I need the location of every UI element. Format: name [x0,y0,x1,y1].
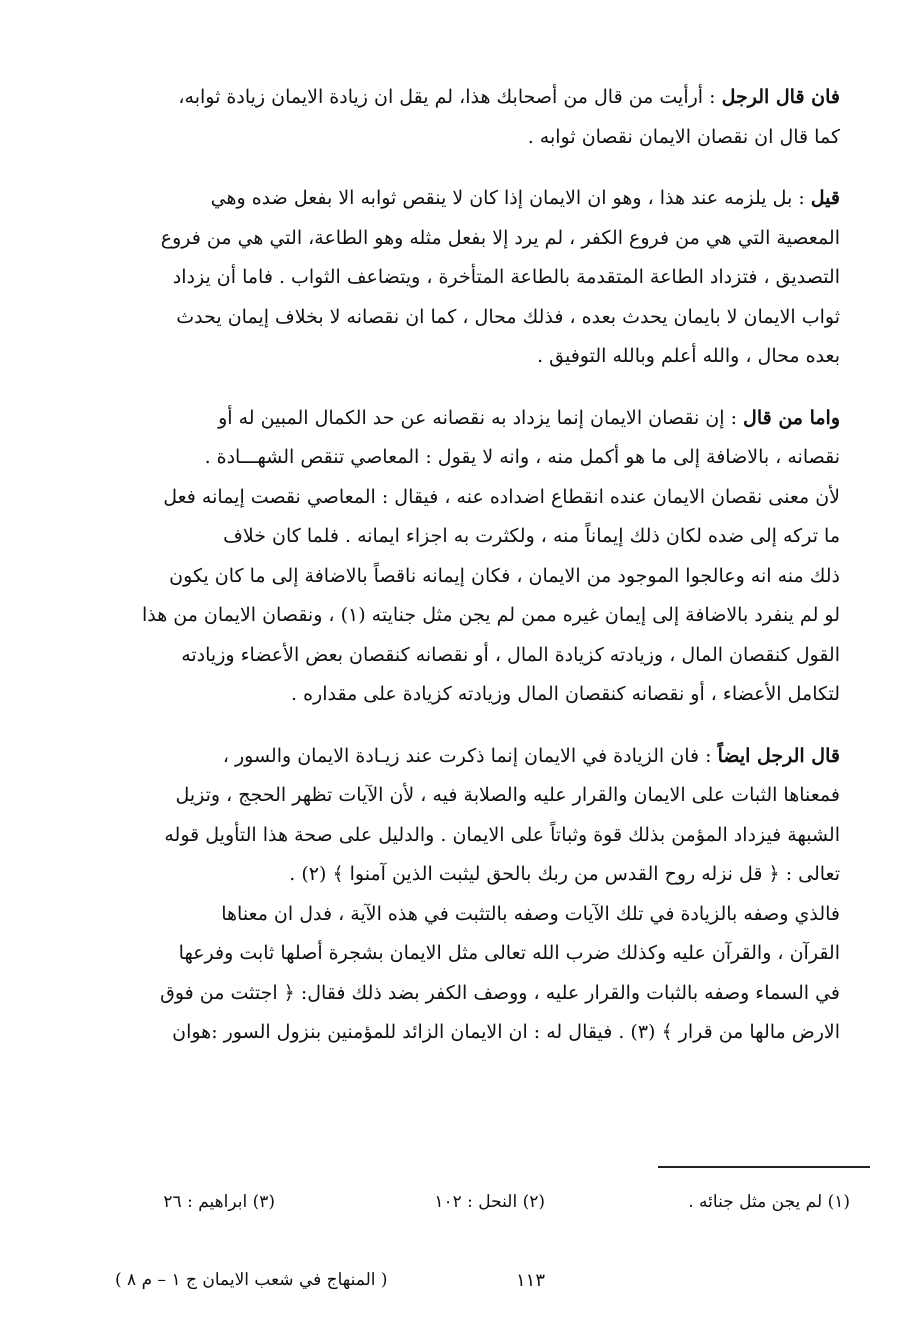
paragraph-lead: فان قال الرجل [721,86,840,108]
text-line [95,78,840,118]
footnote-3: (٣) ابراهيم : ٢٦ [163,1192,275,1212]
paragraph-gap [95,157,840,179]
page-number: ١١٣ [515,1270,545,1291]
line-text: : إن نقصان الايمان إنما يزداد به نقصانه عن حد الكمال المبين له أو [218,406,737,429]
text-line: فالذي وصفه بالزيادة في تلك الآيات وصفه بالتثبت في هذه الآية ، فدل ان معناها [221,902,840,925]
paragraph-4 [95,737,840,895]
paragraph-gap [95,715,840,737]
text-line: المعصية التي هي من فروع الكفر ، لم يرد إلا بفعل مثله وهو الطاعة، التي هي من فروع [160,226,840,249]
paragraph-lead: قال الرجل ايضاً [717,744,840,767]
text-line: نقصانه ، بالاضافة إلى ما هو أكمل منه ، وانه لا يقول : المعاصي تنقص الشهـــادة . [204,446,840,468]
text-line: التصديق ، فتزداد الطاعة المتقدمة بالطاعة المتأخرة ، ويتضاعف الثواب . فاما أن يزداد [172,266,840,288]
footnotes [100,1192,850,1222]
text-line: فمعناها الثبات على الايمان والقرار عليه والصلابة فيه ، لأن الآيات تظهر الحجج ، وتزيل [175,784,840,806]
main-text [95,78,840,1053]
text-line [95,399,840,439]
paragraph-2 [95,179,840,377]
text-line: القرآن ، والقرآن عليه وكذلك ضرب الله تعالى مثل الايمان بشجرة أصلها ثابت وفرعها [178,942,840,964]
text-line [95,737,840,777]
footnote-2: (٢) النحل : ١٠٢ [434,1192,545,1212]
footnote-1: (١) لم يجن مثل جنائه . [688,1192,850,1212]
footnote-rule [658,1166,870,1168]
paragraph-lead: قيل [810,187,840,209]
paragraph-gap [95,377,840,399]
text-line: ذلك منه انه وعالجوا الموجود من الايمان ، فكان إيمانه ناقصاً بالاضافة إلى ما كان يكون [169,564,840,587]
paragraph-3 [95,399,840,715]
paragraph-5 [95,895,840,1053]
text-line: ما تركه إلى ضده لكان ذلك إيماناً منه ، ولكثرت به اجزاء ايمانه . فلما كان خلاف [223,525,840,547]
text-line: الارض مالها من قرار ﴾ (٣) . فيقال له : ان الايمان الزائد للمؤمنين بنزول السور :هوان [172,1021,840,1043]
text-line: لو لم ينفرد بالاضافة إلى إيمان غيره ممن لم يجن مثل جنايته (١) ، ونقصان الايمان من هذا [141,604,840,626]
paragraph-1 [95,78,840,157]
running-footer: ( المنهاج في شعب الايمان ج ١ – م ٨ ) [115,1270,388,1290]
text-line [95,179,840,219]
line-text: : بل يلزمه عند هذا ، وهو ان الايمان إذا كان لا ينقص ثوابه الا بفعل ضده وهي [210,187,805,209]
text-line: كما قال ان نقصان الايمان نقصان ثوابه . [527,125,840,148]
text-line: ثواب الايمان لا بايمان يحدث بعده ، فذلك محال ، كما ان نقصانه لا بخلاف إيمان يحدث [176,305,840,328]
text-line: في السماء وصفه بالثبات والقرار عليه ، ووصف الكفر بضد ذلك فقال: ﴿ اجتثت من فوق [160,981,840,1004]
text-line: تعالى : ﴿ قل نزله روح القدس من ربك بالحق ليثبت الذين آمنوا ﴾ (٢) . [289,863,840,885]
line-text: : فان الزيادة في الايمان إنما ذكرت عند زيـادة الايمان والسور ، [222,744,712,767]
line-text: : أرأيت من قال من أصحابك هذا، لم يقل ان زيادة الايمان زيادة ثوابه، [178,86,716,108]
page-footer [115,1270,855,1300]
text-line: القول كنقصان المال ، وزيادته كزيادة المال ، أو نقصانه كنقصان بعض الأعضاء وزيادته [181,643,840,666]
paragraph-lead: واما من قال [743,406,840,429]
text-line: لأن معنى نقصان الايمان عنده انقطاع اضداده عنه ، فيقال : المعاصي نقصت إيمانه فعل [163,485,840,508]
text-line: الشبهة فيزداد المؤمن بذلك قوة وثباتاً على الايمان . والدليل على صحة هذا التأويل قوله [164,823,840,846]
text-line: بعده محال ، والله أعلم وبالله التوفيق . [537,345,840,367]
text-line: لتكامل الأعضاء ، أو نقصانه كنقصان المال وزيادته كزيادة على مقداره . [291,683,840,705]
